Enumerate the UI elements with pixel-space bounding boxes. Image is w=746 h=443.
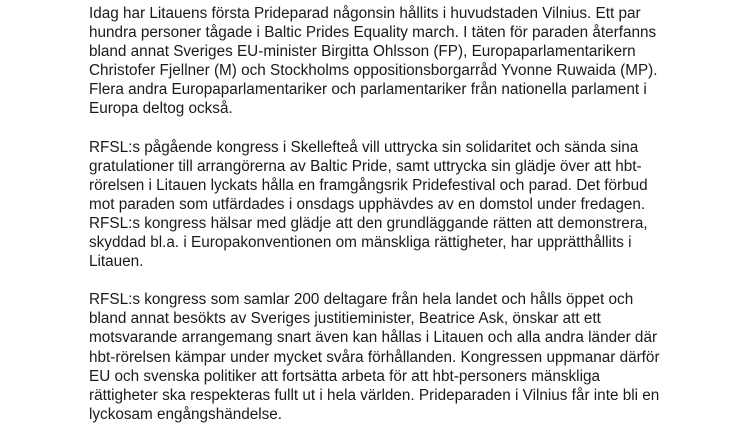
text-line: Flera andra Europaparlamentariker och parlamentariker från nationella parlament i bbox=[89, 81, 647, 99]
paragraph-2 bbox=[89, 138, 689, 272]
text-line: RFSL:s kongress som samlar 200 deltagare från hela landet och hålls öppet och bbox=[89, 291, 634, 309]
text-line: bland annat Sveriges EU-minister Birgitta Ohlsson (FP), Europaparlamentarikern bbox=[89, 43, 636, 61]
text-line: Christofer Fjellner (M) och Stockholms oppositionsborgarråd Yvonne Ruwaida (MP). bbox=[89, 62, 658, 80]
text-line: hbt-rörelsen kämpar under mycket svåra förhållanden. Kongressen uppmanar därför bbox=[89, 348, 660, 366]
text-line: mot paraden som utfärdades i onsdags upphävdes av en domstol under fredagen. bbox=[89, 195, 646, 213]
text-line: bland annat besökts av Sveriges justitieminister, Beatrice Ask, önskar att ett bbox=[89, 310, 601, 328]
text-line: Litauen. bbox=[89, 253, 144, 271]
text-line: Idag har Litauens första Prideparad någonsin hållits i huvudstaden Vilnius. Ett par bbox=[89, 5, 641, 22]
paragraph-1 bbox=[89, 4, 689, 119]
text-line: rörelsen i Litauen lyckats hålla en framgångsrik Pridefestival och parad. Det förbud bbox=[89, 176, 648, 194]
text-line: Europa deltog också. bbox=[89, 100, 233, 118]
text-line: gratulationer till arrangörerna av Baltic Pride, samt uttrycka sin glädje över att hbt- bbox=[89, 157, 642, 175]
text-line: RFSL:s kongress hälsar med glädje att den grundläggande rätten att demonstrera, bbox=[89, 214, 648, 232]
paragraph-3 bbox=[89, 290, 689, 424]
text-line: hundra personer tågade i Baltic Prides Equality march. I täten för paraden återfanns bbox=[89, 24, 657, 42]
text-line: skyddad bl.a. i Europakonventionen om mänskliga rättigheter, har upprätthållits i bbox=[89, 234, 632, 252]
text-line: RFSL:s pågående kongress i Skellefteå vill uttrycka sin solidaritet och sända sina bbox=[89, 138, 639, 156]
text-line: motsvarande arrangemang snart även kan hållas i Litauen och alla andra länder där bbox=[89, 329, 658, 347]
text-line: rättigheter ska respekteras fullt ut i hela världen. Prideparaden i Vilnius får inte bli en bbox=[89, 386, 660, 404]
document-body bbox=[89, 4, 689, 443]
text-line: EU och svenska politiker att fortsätta arbeta för att hbt-personers mänskliga bbox=[89, 367, 600, 385]
text-line: lyckosam engångshändelse. bbox=[89, 405, 283, 423]
